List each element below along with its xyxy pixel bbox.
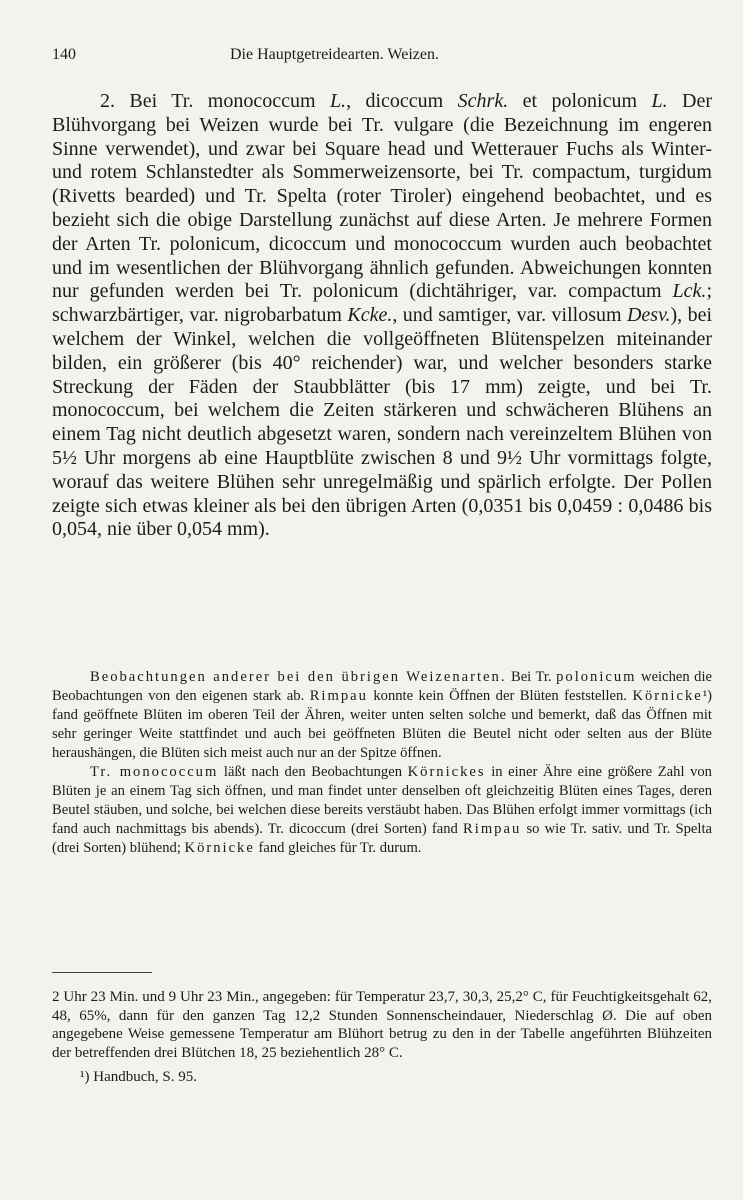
footnote-1: ¹) Handbuch, S. 95. bbox=[80, 1069, 197, 1086]
section-heading: Beobachtungen anderer bei den übrigen Weizenarten. bbox=[90, 669, 507, 685]
footnote-rule bbox=[52, 972, 152, 973]
paragraph-beobachtungen-anderer: Beobachtungen anderer bei den übrigen Weizenarten. Bei Tr. polonicum weichen die Beobachtungen von den eigenen stark ab. Rimpau konnte kein Öffnen der Blüten feststellen. Körnicke¹) fand geöffnete Blüten im oberen Teil der Ähren, weiter unten selten solche und bemerkt, daß das Öffnen mit sehr geringer Weite stattfindet und auch bei geöffneten Blüten die Beutel nicht oder selten aus der Blüte heraushängen, die Blüten sich meist auch nur an der Spitze öffnen. bbox=[52, 669, 712, 761]
paragraph-bluehvorgang: 2. Bei Tr. monococcum L., dicoccum Schrk. et polonicum L. Der Blühvorgang bei Weizen wurde bei Tr. vulgare (die Bezeichnung im engeren Sinne verwendet), und zwar bei Square head und Wetterauer Fuchs als Winter- und rotem Schlanstedter als Sommerweizensorte, bei Tr. compactum, turgidum (Rivetts bearded) und Tr. Spelta (roter Tiroler) eingehend beobachtet, und es bezieht sich die obige Darstellung zunächst auf diese Arten. Je mehrere Formen der Arten Tr. polonicum, dicoccum und monococcum wurden auch beobachtet und im wesentlichen der Blühvorgang ähnlich gefunden. Abweichungen konnten nur gefunden werden bei Tr. polonicum (dichtähriger, var. compactum Lck.; schwarzbärtiger, var. nigrobarbatum Kcke., und samtiger, var. villosum Desv.), bei welchem der Winkel, welchen die vollgeöffneten Blütenspelzen miteinander bilden, ein größerer (bis 40° reichender) war, und welcher besonders starke Streckung der Fäden der Staubblätter (bis 17 mm) zeigte, und bei Tr. monococcum, bei welchem die Zeiten stärkeren und schwächeren Blühens an einem Tag nicht deutlich abgesetzt waren, sondern nach vereinzeltem Blühen von 5½ Uhr morgens ab eine Hauptblüte zwischen 8 und 9½ Uhr vormittags folgte, worauf das weitere Blühen sehr unregelmäßig und spärlich erfolgte. Der Pollen zeigte sich etwas kleiner als bei den übrigen Arten (0,0351 bis 0,0459 : 0,0486 bis 0,054, nie über 0,054 mm). bbox=[52, 90, 713, 541]
footnote-continuation: 2 Uhr 23 Min. und 9 Uhr 23 Min., angegeben: für Temperatur 23,7, 30,3, 25,2° C, für Feuchtigkeitsgehalt 62, 48, 65%, dann für den ganzen Tag 12,2 Stunden Sonnenscheindauer, Niederschlag Ø. Die auf oben angegebene Weise gemessene Temperatur am Blühort betrug zu den in der Tabelle angeführten Blühzeiten der betreffenden drei Blütchen 18, 25 beziehentlich 28° C. bbox=[52, 989, 712, 1061]
page-header bbox=[52, 46, 713, 70]
footnotes bbox=[52, 988, 712, 1087]
page-number: 140 bbox=[52, 46, 76, 63]
small-print-text bbox=[52, 668, 712, 858]
running-title: Die Hauptgetreidearten. Weizen. bbox=[230, 46, 439, 63]
main-text bbox=[52, 90, 712, 542]
footnote-ref: ¹) bbox=[702, 688, 712, 704]
paragraph-monococcum: Tr. monococcum läßt nach den Beobachtungen Körnickes in einer Ähre eine größere Zahl von Blüten je an einem Tag sich öffnen, und man findet unter denselben oft gleichzeitig Blüten eines Tages, deren Beutel stäuben, und solche, bei welchen diese bereits verstäubt haben. Das Blühen erfolgt immer vormittags (ich fand auch nachmittags bis abends). Tr. dicoccum (drei Sorten) fand Rimpau so wie Tr. sativ. und Tr. Spelta (drei Sorten) blühend; Körnicke fand gleiches für Tr. durum. bbox=[52, 764, 712, 856]
